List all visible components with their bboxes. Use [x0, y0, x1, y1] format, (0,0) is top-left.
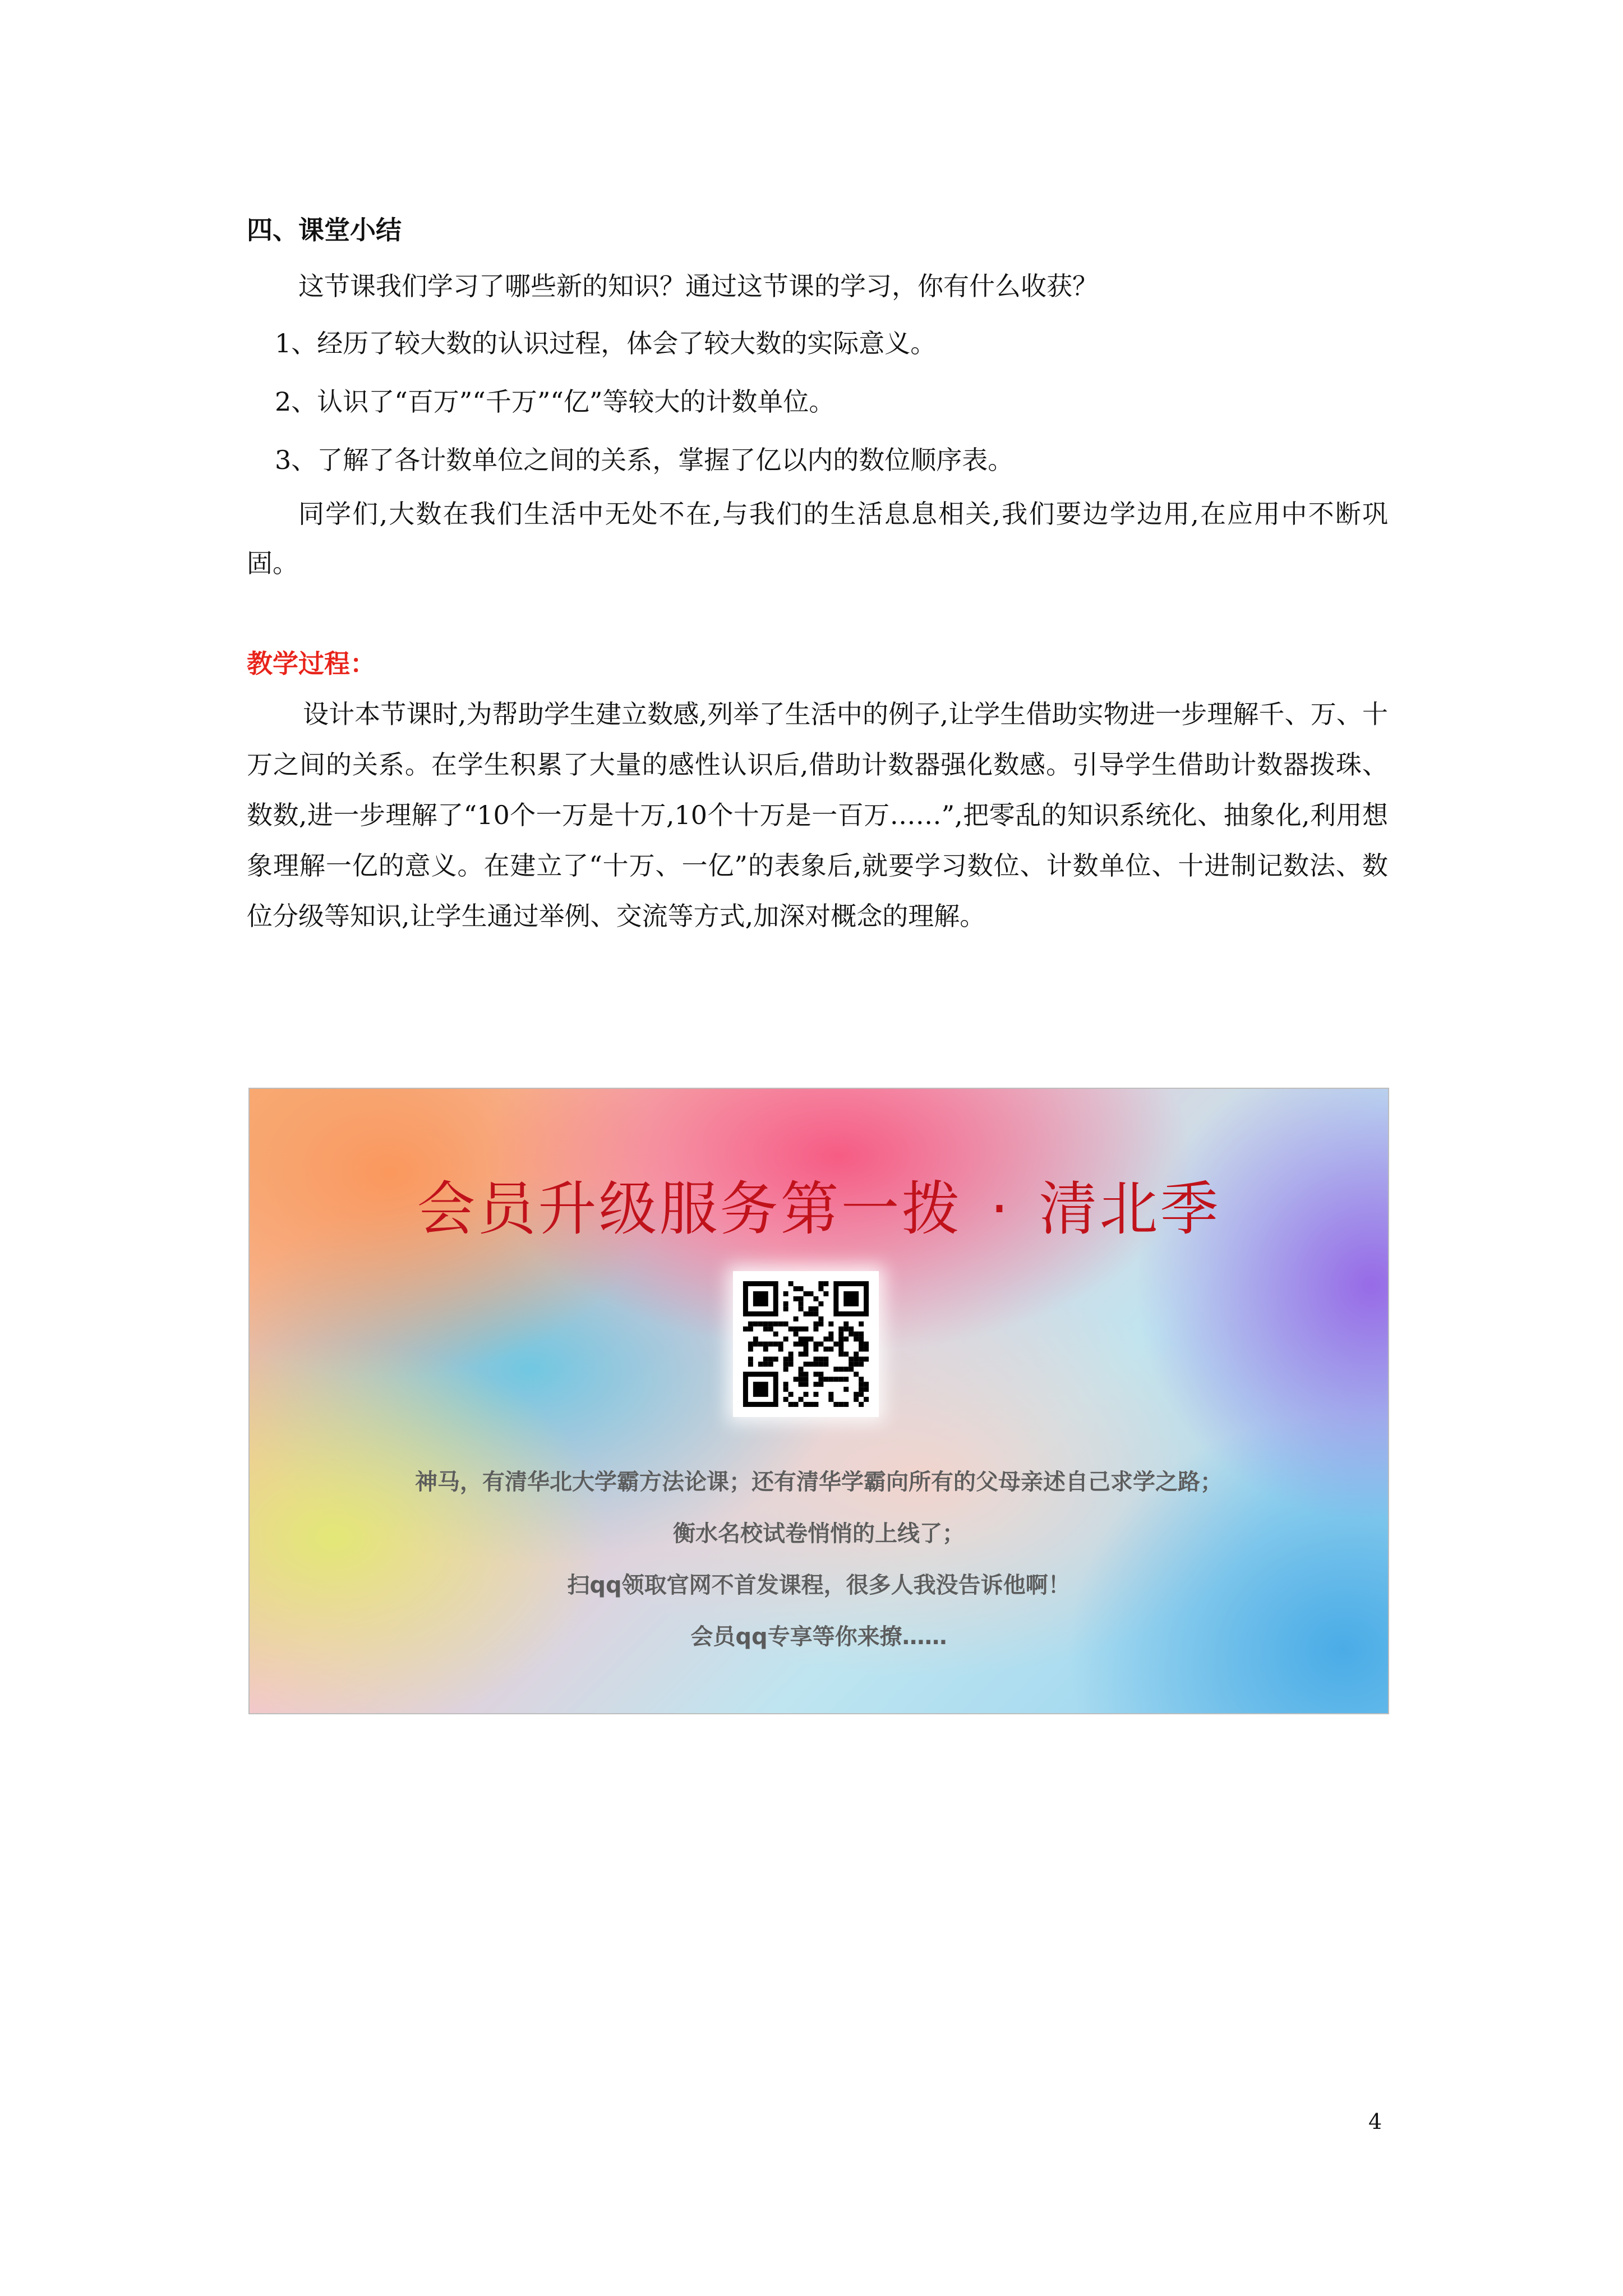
- process-body: 设计本节课时,为帮助学生建立数感,列举了生活中的例子,让学生借助实物进一步理解千、万、十万之间的关系。在学生积累了大量的感性认识后,借助计数器强化数感。引导学生借助计数器拨珠、数数,进一步理解了“10个一万是十万,10个十万是一百万……”,把零乱的知识系统化、抽象化,利用想象理解一亿的意义。在建立了“十万、一亿”的表象后,就要学习数位、计数单位、十进制记数法、数位分级等知识,让学生通过举例、交流等方式,加深对概念的理解。: [247, 699, 1388, 931]
- banner-line-2: 衡水名校试卷悄悄的上线了；: [673, 1521, 965, 1547]
- banner-line-4: 会员qq专享等你来撩……: [690, 1624, 947, 1650]
- summary-item-2: 2、认识了“百万”“千万”“亿”等较大的计数单位。: [275, 386, 835, 417]
- banner-title-main: 会员升级服务第一拨: [417, 1175, 962, 1243]
- section-heading-process: 教学过程：: [247, 648, 376, 679]
- banner-title-sub: 清北季: [1039, 1175, 1221, 1243]
- summary-intro: 这节课我们学习了哪些新的知识？通过这节课的学习，你有什么收获？: [298, 271, 1098, 301]
- banner-line-3: 扫qq领取官网不首发课程，很多人我没告诉他啊！: [567, 1572, 1071, 1598]
- summary-item-1: 1、经历了较大数的认识过程，体会了较大数的实际意义。: [275, 328, 937, 358]
- banner-title: [250, 1162, 1388, 1246]
- banner-text-lines: [250, 1456, 1388, 1663]
- section-heading-summary: 四、课堂小结: [247, 215, 402, 245]
- document-body: [247, 202, 1388, 941]
- page-number: 4: [1368, 2109, 1382, 2134]
- banner-title-dot: ·: [990, 1175, 1011, 1243]
- qr-code-icon[interactable]: [733, 1271, 879, 1417]
- qr-code-graphic: [733, 1271, 879, 1417]
- summary-closing: 同学们,大数在我们生活中无处不在,与我们的生活息息相关,我们要边学边用,在应用中不断巩固。: [247, 499, 1388, 578]
- summary-item-3: 3、了解了各计数单位之间的关系，掌握了亿以内的数位顺序表。: [275, 445, 1014, 475]
- promo-banner: [248, 1088, 1389, 1714]
- banner-line-1: 神马，有清华北大学霸方法论课；还有清华学霸向所有的父母亲述自己求学之路；: [415, 1469, 1223, 1495]
